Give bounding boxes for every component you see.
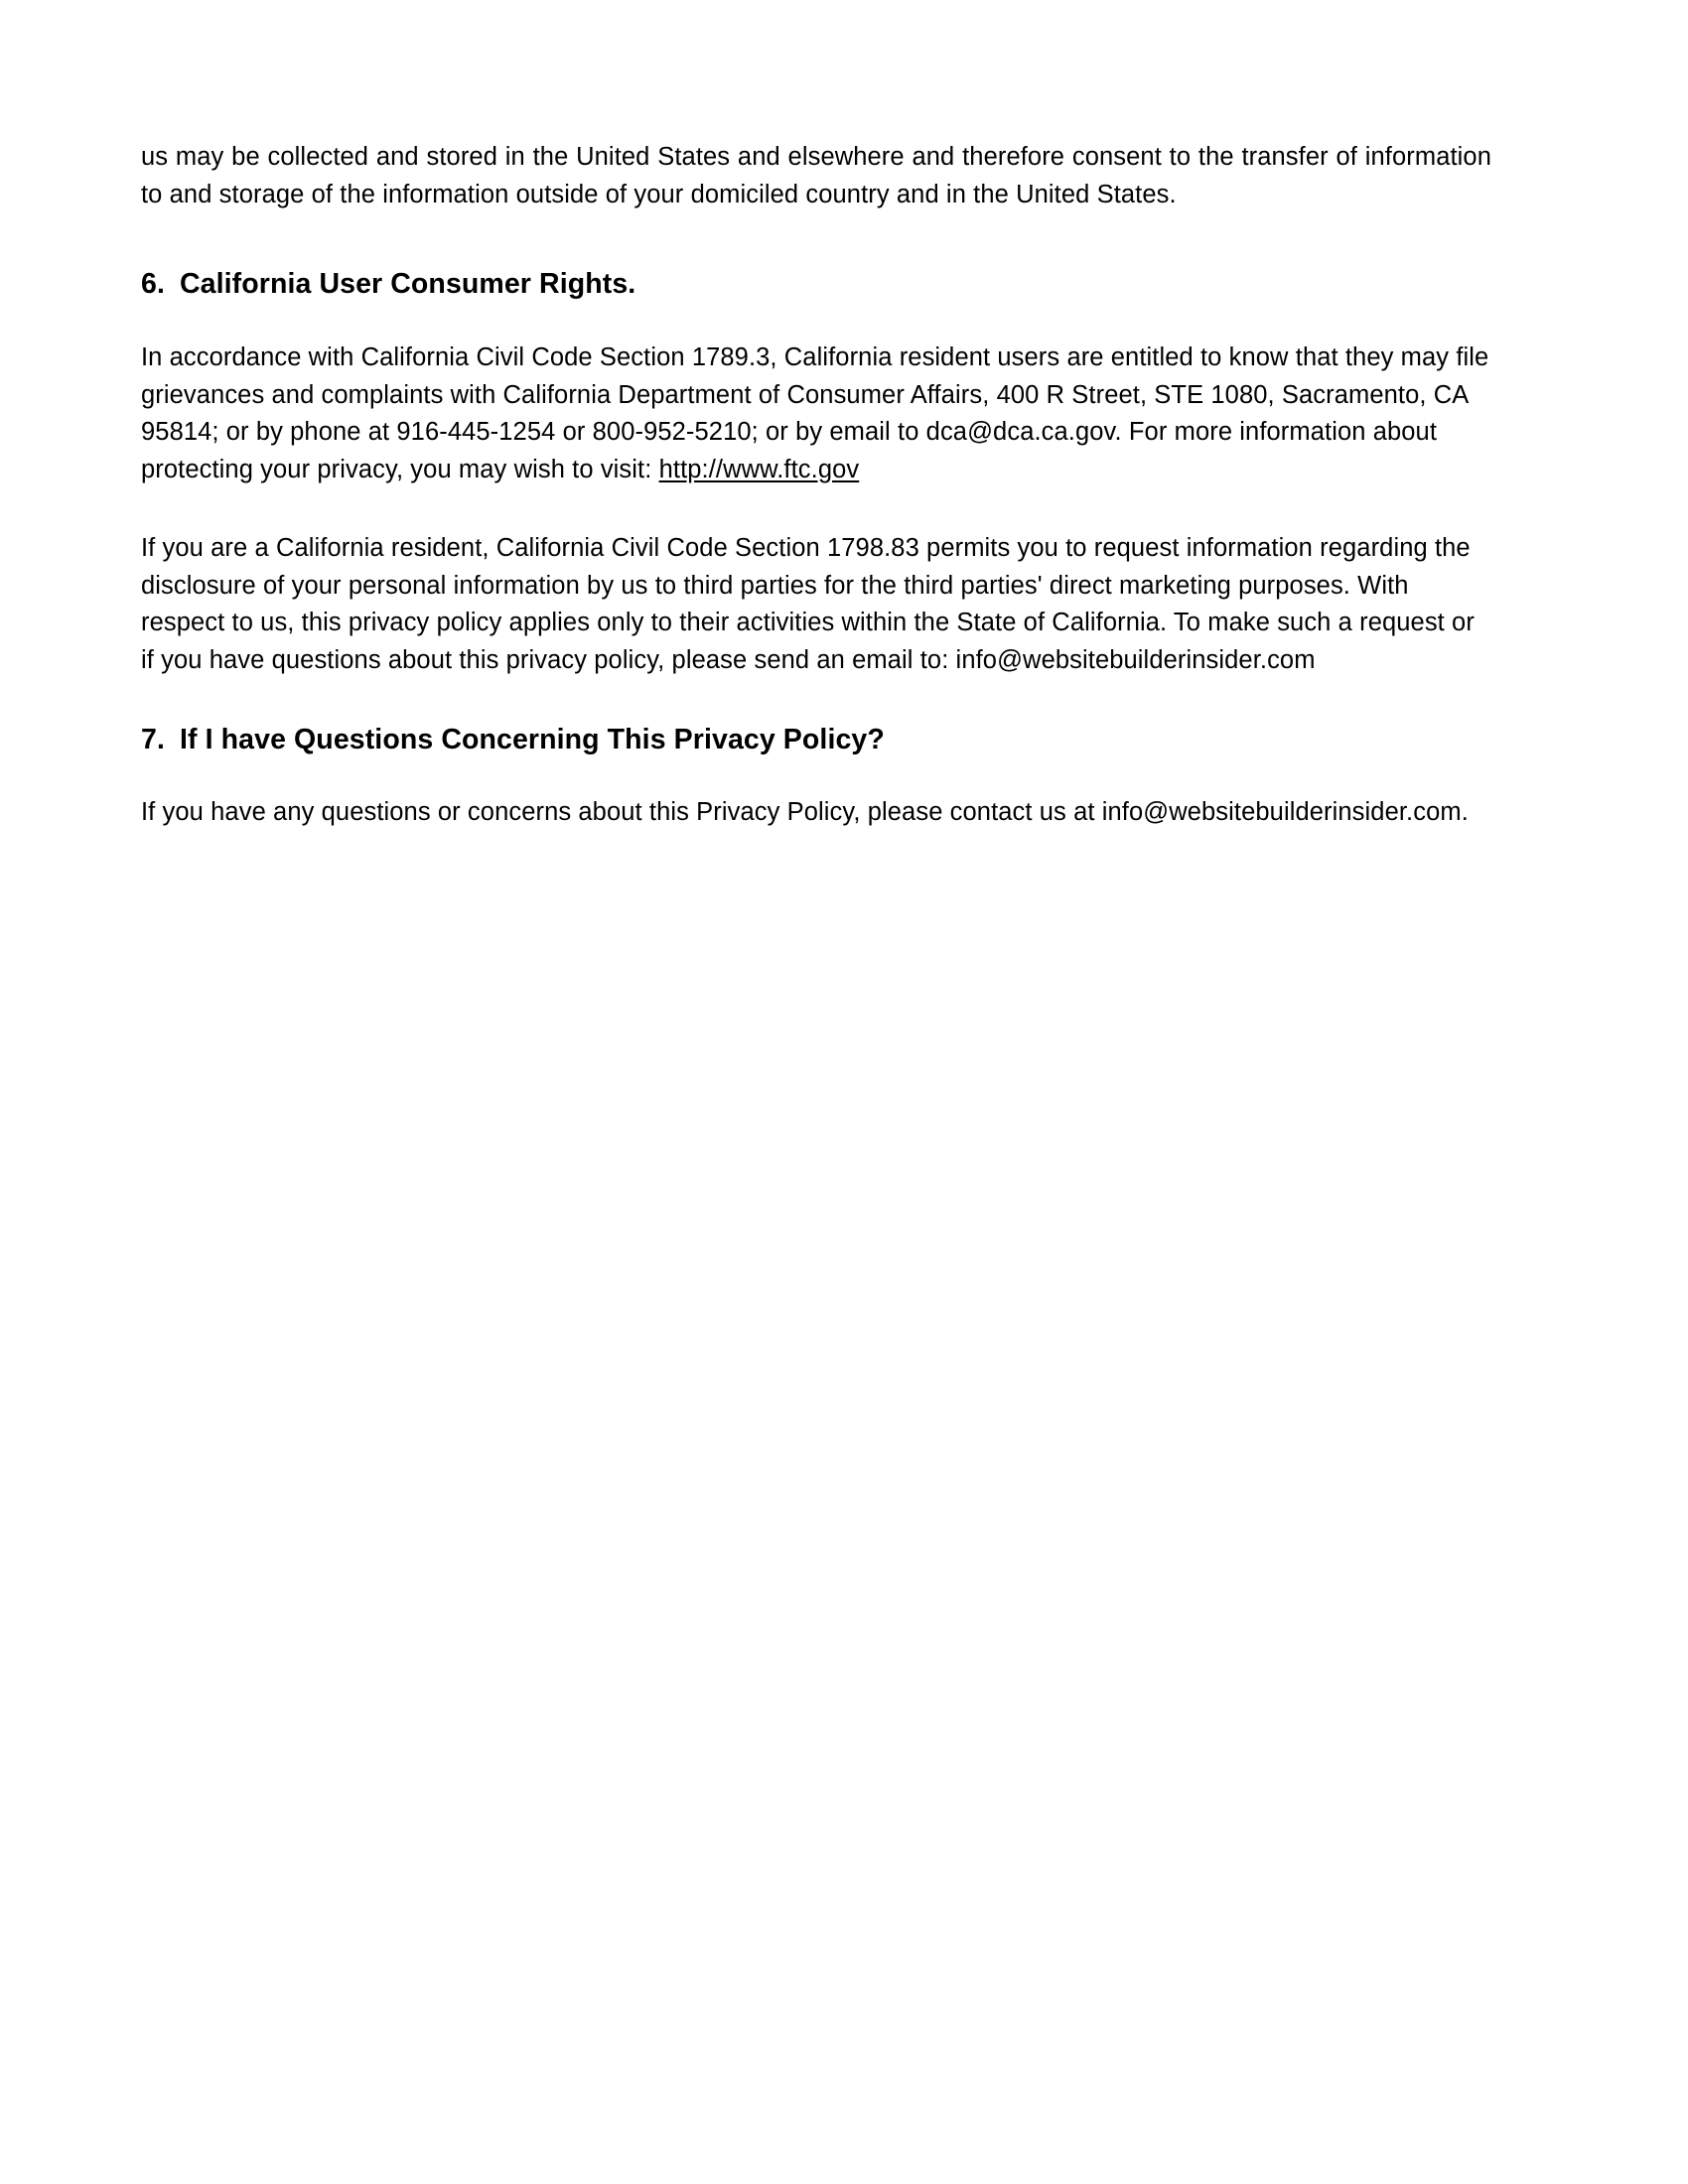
section-number-7: 7. <box>141 724 165 755</box>
section-heading-7 <box>141 722 1491 757</box>
spacer <box>141 488 1491 530</box>
section-title-6: California User Consumer Rights. <box>180 268 636 300</box>
paragraph-continuation: us may be collected and stored in the United States and elsewhere and therefore consent to the transfer of information to and storage of the information outside of your domiciled country and in the United States. <box>141 143 1491 208</box>
paragraph-contact: If you have any questions or concerns about this Privacy Policy, please contact us at info@websitebuilderinsider.com. <box>141 798 1469 826</box>
section-number-6: 6. <box>141 268 165 300</box>
spacer <box>141 213 1491 266</box>
paragraph-california-rights <box>141 340 1491 488</box>
ftc-gov-link[interactable]: http://www.ftc.gov <box>658 455 860 483</box>
section-title-7: If I have Questions Concerning This Privacy Policy? <box>180 724 885 755</box>
paragraph-california-rights-text: In accordance with California Civil Code Section 1789.3, California resident users are entitled to know that they may file grievances and complaints with California Department of Consumer Affairs, 400 R Street, STE 1080, Sacramento, CA 95814; or by phone at 916-445-1254 or 800-952-5210; or by email to dca@dca.ca.gov. For more information about protecting your privacy, you may wish to visit: <box>141 343 1489 483</box>
paragraph-civil-code-1798: If you are a California resident, California Civil Code Section 1798.83 permits you to request information regarding the disclosure of your personal information by us to third parties for the third parties' direct marketing purposes. With respect to us, this privacy policy applies only to their activities within the State of California. To make such a request or if you have questions about this privacy policy, please send an email to: info@websitebuilderinsider.com <box>141 534 1475 674</box>
spacer <box>141 757 1491 794</box>
page-content <box>141 139 1491 832</box>
spacer <box>141 302 1491 340</box>
section-heading-6 <box>141 266 1491 302</box>
spacer <box>141 679 1491 722</box>
